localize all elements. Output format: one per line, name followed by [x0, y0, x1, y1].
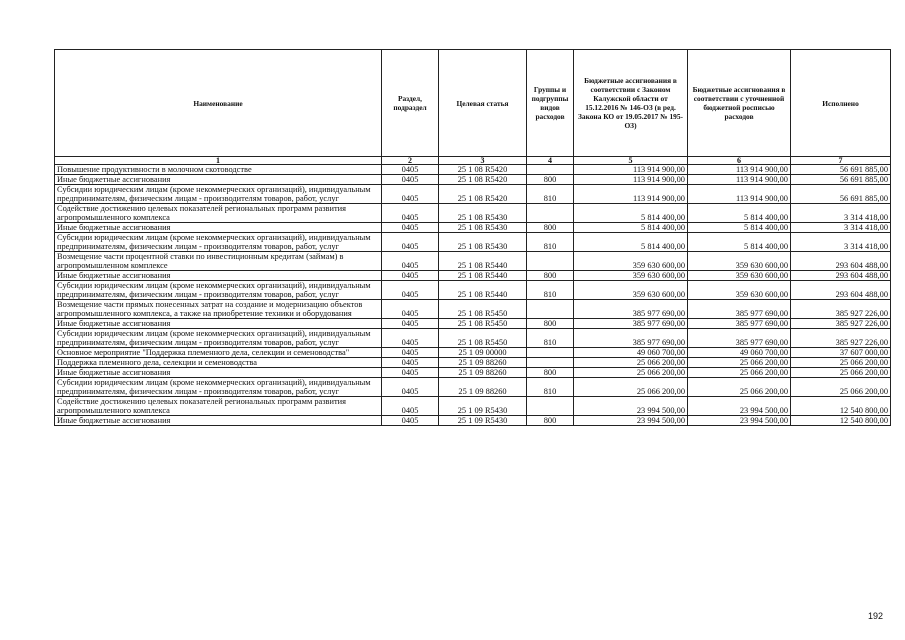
table-row: [55, 416, 891, 426]
row-name: Иные бюджетные ассигнования: [55, 223, 382, 233]
row-refined-amount: 25 066 200,00: [688, 368, 791, 378]
row-group: [527, 300, 574, 319]
header-executed: Исполнено: [791, 50, 891, 157]
row-group: 810: [527, 281, 574, 300]
table-row: [55, 252, 891, 271]
row-executed-amount: 293 604 488,00: [791, 281, 891, 300]
row-group: [527, 358, 574, 368]
row-law-amount: 5 814 400,00: [574, 204, 688, 223]
row-target: 25 1 08 R5450: [439, 329, 527, 348]
column-number: 2: [382, 157, 439, 165]
row-target: 25 1 09 R5430: [439, 397, 527, 416]
row-target: 25 1 09 88260: [439, 378, 527, 397]
row-executed-amount: 385 927 226,00: [791, 300, 891, 319]
row-name: Иные бюджетные ассигнования: [55, 416, 382, 426]
row-name: Иные бюджетные ассигнования: [55, 175, 382, 185]
row-executed-amount: 385 927 226,00: [791, 329, 891, 348]
header-refined-allocations: Бюджетные ассигнования в соответствии с уточненной бюджетной росписью расходов: [688, 50, 791, 157]
row-name: Субсидии юридическим лицам (кроме некоммерческих организаций), индивидуальным предпринимателям, физическим лицам - производителям товаров, работ, услуг: [55, 233, 382, 252]
row-group: 800: [527, 223, 574, 233]
row-group: 800: [527, 368, 574, 378]
table-row: [55, 204, 891, 223]
row-target: 25 1 08 R5450: [439, 319, 527, 329]
row-name: Содействие достижению целевых показателей региональных программ развития агропромышленного комплекса: [55, 397, 382, 416]
table-row: [55, 397, 891, 416]
row-group: 810: [527, 233, 574, 252]
row-section: 0405: [382, 397, 439, 416]
row-section: 0405: [382, 204, 439, 223]
table-row: [55, 165, 891, 175]
row-law-amount: 23 994 500,00: [574, 416, 688, 426]
row-refined-amount: 113 914 900,00: [688, 165, 791, 175]
row-name: Субсидии юридическим лицам (кроме некоммерческих организаций), индивидуальным предпринимателям, физическим лицам - производителям товаров, работ, услуг: [55, 281, 382, 300]
table-row: [55, 319, 891, 329]
row-law-amount: 359 630 600,00: [574, 271, 688, 281]
table-row: [55, 378, 891, 397]
row-law-amount: 113 914 900,00: [574, 175, 688, 185]
row-target: 25 1 08 R5430: [439, 233, 527, 252]
row-executed-amount: 25 066 200,00: [791, 368, 891, 378]
page-number: 192: [868, 611, 884, 621]
row-refined-amount: 385 977 690,00: [688, 300, 791, 319]
row-refined-amount: 23 994 500,00: [688, 397, 791, 416]
row-section: 0405: [382, 319, 439, 329]
row-section: 0405: [382, 329, 439, 348]
row-group: [527, 165, 574, 175]
row-law-amount: 5 814 400,00: [574, 233, 688, 252]
column-number: 5: [574, 157, 688, 165]
row-refined-amount: 113 914 900,00: [688, 185, 791, 204]
header-groups: Группы и подгруппы видов расходов: [527, 50, 574, 157]
row-target: 25 1 09 00000: [439, 348, 527, 358]
header-name: Наименование: [55, 50, 382, 157]
row-law-amount: 25 066 200,00: [574, 378, 688, 397]
row-refined-amount: 359 630 600,00: [688, 281, 791, 300]
table-row: [55, 368, 891, 378]
table-row: [55, 233, 891, 252]
row-name: Поддержка племенного дела, селекции и семеноводства: [55, 358, 382, 368]
row-executed-amount: 56 691 885,00: [791, 185, 891, 204]
row-refined-amount: 5 814 400,00: [688, 223, 791, 233]
row-section: 0405: [382, 416, 439, 426]
column-number: 7: [791, 157, 891, 165]
row-section: 0405: [382, 165, 439, 175]
row-section: 0405: [382, 300, 439, 319]
row-group: 810: [527, 378, 574, 397]
row-group: [527, 252, 574, 271]
table-row: [55, 300, 891, 319]
row-refined-amount: 385 977 690,00: [688, 329, 791, 348]
row-executed-amount: 3 314 418,00: [791, 223, 891, 233]
row-target: 25 1 08 R5430: [439, 204, 527, 223]
row-group: 810: [527, 185, 574, 204]
row-name: Возмещение части процентной ставки по инвестиционным кредитам (займам) в агропромышленном комплексе: [55, 252, 382, 271]
row-section: 0405: [382, 175, 439, 185]
header-target: Целевая статья: [439, 50, 527, 157]
row-executed-amount: 293 604 488,00: [791, 252, 891, 271]
row-section: 0405: [382, 378, 439, 397]
row-law-amount: 113 914 900,00: [574, 165, 688, 175]
row-refined-amount: 385 977 690,00: [688, 319, 791, 329]
row-section: 0405: [382, 252, 439, 271]
row-group: [527, 204, 574, 223]
row-target: 25 1 08 R5450: [439, 300, 527, 319]
row-executed-amount: 293 604 488,00: [791, 271, 891, 281]
table-row: [55, 175, 891, 185]
header-section: Раздел, подраздел: [382, 50, 439, 157]
row-target: 25 1 08 R5440: [439, 252, 527, 271]
row-group: [527, 348, 574, 358]
row-section: 0405: [382, 281, 439, 300]
row-executed-amount: 3 314 418,00: [791, 233, 891, 252]
row-law-amount: 385 977 690,00: [574, 300, 688, 319]
row-name: Иные бюджетные ассигнования: [55, 319, 382, 329]
row-refined-amount: 49 060 700,00: [688, 348, 791, 358]
table-row: [55, 271, 891, 281]
budget-table: [54, 49, 891, 426]
row-group: 800: [527, 416, 574, 426]
row-target: 25 1 08 R5420: [439, 175, 527, 185]
row-name: Повышение продуктивности в молочном скотоводстве: [55, 165, 382, 175]
table-row: [55, 358, 891, 368]
row-target: 25 1 08 R5430: [439, 223, 527, 233]
row-section: 0405: [382, 223, 439, 233]
row-refined-amount: 5 814 400,00: [688, 204, 791, 223]
column-number: 1: [55, 157, 382, 165]
row-refined-amount: 23 994 500,00: [688, 416, 791, 426]
row-name: Основное мероприятие "Поддержка племенного дела, селекции и семеноводства": [55, 348, 382, 358]
row-law-amount: 25 066 200,00: [574, 368, 688, 378]
row-law-amount: 113 914 900,00: [574, 185, 688, 204]
column-number: 4: [527, 157, 574, 165]
table-row: [55, 281, 891, 300]
row-law-amount: 359 630 600,00: [574, 252, 688, 271]
row-target: 25 1 08 R5420: [439, 165, 527, 175]
table-row: [55, 348, 891, 358]
row-executed-amount: 25 066 200,00: [791, 358, 891, 368]
row-refined-amount: 359 630 600,00: [688, 252, 791, 271]
row-section: 0405: [382, 271, 439, 281]
row-refined-amount: 5 814 400,00: [688, 233, 791, 252]
table-row: [55, 223, 891, 233]
row-executed-amount: 3 314 418,00: [791, 204, 891, 223]
row-section: 0405: [382, 348, 439, 358]
row-executed-amount: 25 066 200,00: [791, 378, 891, 397]
row-target: 25 1 08 R5420: [439, 185, 527, 204]
column-numbers-row: [55, 157, 891, 165]
row-refined-amount: 113 914 900,00: [688, 175, 791, 185]
row-law-amount: 25 066 200,00: [574, 358, 688, 368]
row-refined-amount: 25 066 200,00: [688, 378, 791, 397]
row-refined-amount: 25 066 200,00: [688, 358, 791, 368]
row-refined-amount: 359 630 600,00: [688, 271, 791, 281]
row-section: 0405: [382, 368, 439, 378]
row-law-amount: 5 814 400,00: [574, 223, 688, 233]
row-name: Субсидии юридическим лицам (кроме некоммерческих организаций), индивидуальным предпринимателям, физическим лицам - производителям товаров, работ, услуг: [55, 185, 382, 204]
row-section: 0405: [382, 233, 439, 252]
row-target: 25 1 09 R5430: [439, 416, 527, 426]
row-group: 800: [527, 175, 574, 185]
row-executed-amount: 37 607 000,00: [791, 348, 891, 358]
column-number: 3: [439, 157, 527, 165]
header-row: [55, 50, 891, 157]
table-row: [55, 185, 891, 204]
row-law-amount: 385 977 690,00: [574, 319, 688, 329]
table-body: [55, 165, 891, 426]
row-group: 800: [527, 319, 574, 329]
column-number: 6: [688, 157, 791, 165]
row-name: Субсидии юридическим лицам (кроме некоммерческих организаций), индивидуальным предпринимателям, физическим лицам - производителям товаров, работ, услуг: [55, 378, 382, 397]
row-executed-amount: 12 540 800,00: [791, 416, 891, 426]
row-executed-amount: 385 927 226,00: [791, 319, 891, 329]
row-target: 25 1 08 R5440: [439, 281, 527, 300]
row-group: 810: [527, 329, 574, 348]
row-name: Субсидии юридическим лицам (кроме некоммерческих организаций), индивидуальным предпринимателям, физическим лицам - производителям товаров, работ, услуг: [55, 329, 382, 348]
table-row: [55, 329, 891, 348]
row-target: 25 1 09 88260: [439, 368, 527, 378]
row-name: Возмещение части прямых понесенных затрат на создание и модернизацию объектов агропромышленного комплекса, а также на приобретение техники и оборудования: [55, 300, 382, 319]
row-law-amount: 385 977 690,00: [574, 329, 688, 348]
row-name: Содействие достижению целевых показателей региональных программ развития агропромышленного комплекса: [55, 204, 382, 223]
row-executed-amount: 56 691 885,00: [791, 175, 891, 185]
table-header: [55, 50, 891, 165]
row-executed-amount: 12 540 800,00: [791, 397, 891, 416]
row-law-amount: 49 060 700,00: [574, 348, 688, 358]
row-target: 25 1 09 88260: [439, 358, 527, 368]
row-section: 0405: [382, 358, 439, 368]
header-law-allocations: Бюджетные ассигнования в соответствии с Законом Калужской области от 15.12.2016 № 146-ОЗ (в ред. Закона КО от 19.05.2017 № 195-ОЗ): [574, 50, 688, 157]
row-executed-amount: 56 691 885,00: [791, 165, 891, 175]
row-name: Иные бюджетные ассигнования: [55, 368, 382, 378]
row-group: [527, 397, 574, 416]
row-target: 25 1 08 R5440: [439, 271, 527, 281]
row-law-amount: 23 994 500,00: [574, 397, 688, 416]
row-law-amount: 359 630 600,00: [574, 281, 688, 300]
row-section: 0405: [382, 185, 439, 204]
row-name: Иные бюджетные ассигнования: [55, 271, 382, 281]
row-group: 800: [527, 271, 574, 281]
